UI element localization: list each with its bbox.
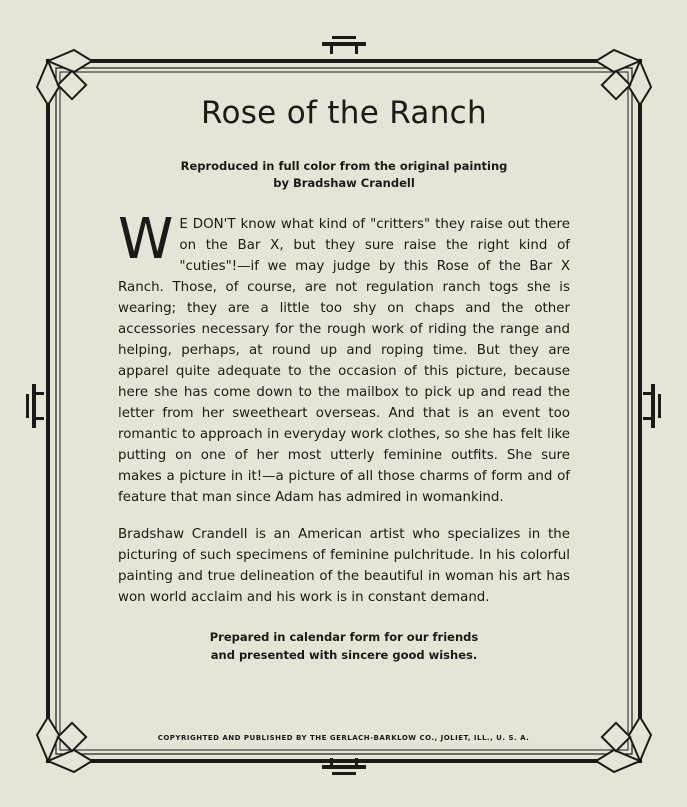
corner-ornament-bottom-left [37,717,92,772]
corner-ornament-bottom-right [596,717,651,772]
closing-line-1: Prepared in calendar form for our friends [209,630,479,644]
right-side-ornament [643,384,661,428]
drop-cap: W [118,207,174,272]
paragraph-2: Bradshaw Crandell is an American artist who specializes in the picturing of such specimens of feminine pulchritude. In his colorful painting and true delineation of the beautiful in woman his art has won world acclaim and his work is in constant demand. [118,527,570,605]
page-title: Rose of the Ranch [201,95,487,131]
document-body [118,95,570,664]
corner-ornament-top-right [596,50,651,105]
corner-ornament-top-left [37,50,92,105]
subtitle-line-2: by Bradshaw Crandell [273,176,415,190]
closing-line-2: and presented with sincere good wishes. [210,648,478,662]
closing-note [118,628,570,664]
left-side-ornament [26,384,44,428]
subtitle [118,158,570,192]
paragraph-1-text: E DON'T know what kind of "critters" they raise out there on the Bar X, but they sure raise the right kind of "cuties"!—if we may judge by this Rose of the Bar X Ranch. Those, of course, are not regulation ranch togs she is wearing; they are a little too shy on chaps and the other accessories necessary for the rough work of riding the range and helping, perhaps, at round up and roping time. But they are apparel quite adequate to the occasion of this picture, because here she has come down to the mailbox to pick up and read the letter from her sweetheart overseas. And that is an event too romantic to approach in everyday work clothes, so she has felt like putting on one of her most utterly feminine outfits. She sure makes a picture in it!—a picture of all those charms of form and of feature that man since Adam has admired in womankind. [118,217,570,505]
copyright-notice: COPYRIGHTED AND PUBLISHED BY THE GERLACH-BARKLOW CO., JOLIET, ILL., U. S. A. [157,734,530,742]
top-center-ornament [322,36,366,54]
paragraph-1 [118,207,570,508]
subtitle-line-1: Reproduced in full color from the original painting [180,159,508,173]
